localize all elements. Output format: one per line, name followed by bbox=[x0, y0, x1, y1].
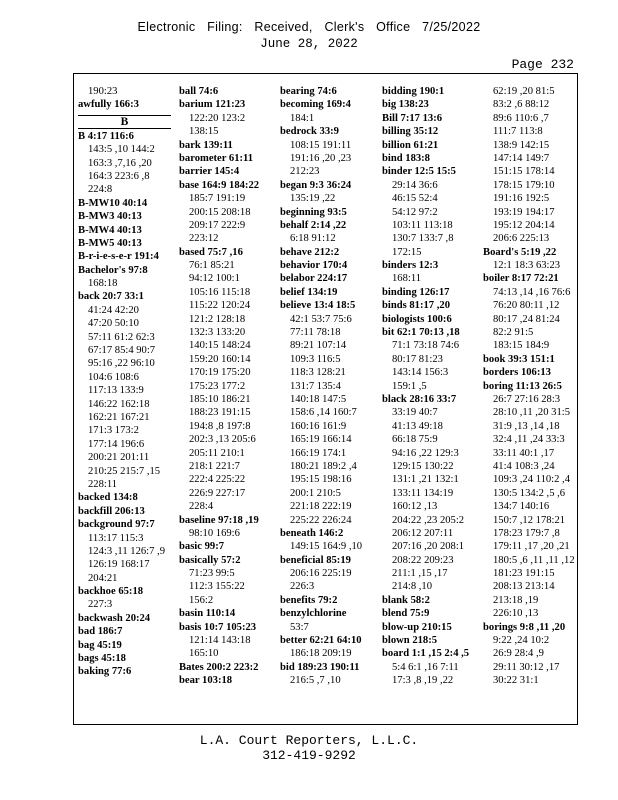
index-entry: B-MW10 40:14 bbox=[78, 197, 148, 209]
index-continuation: 133:11 134:19 bbox=[392, 487, 454, 499]
index-entry: biologists 100:6 bbox=[382, 313, 452, 325]
index-entry: back 20:7 33:1 bbox=[78, 291, 144, 303]
index-continuation: 221:18 222:19 bbox=[290, 501, 352, 513]
index-continuation: 171:3 173:2 bbox=[88, 425, 139, 437]
index-entry: becoming 169:4 bbox=[280, 99, 351, 111]
index-column-2 bbox=[179, 85, 275, 688]
index-entry: basically 57:2 bbox=[179, 554, 241, 566]
index-continuation: 121:2 128:18 bbox=[189, 313, 246, 325]
index-continuation: 212:23 bbox=[290, 166, 320, 178]
index-continuation: 170:19 175:20 bbox=[189, 367, 251, 379]
index-continuation: 193:19 194:17 bbox=[493, 206, 555, 218]
index-continuation: 206:6 225:13 bbox=[493, 233, 550, 245]
index-entry: basis 10:7 105:23 bbox=[179, 621, 257, 633]
index-continuation: 207:16 ,20 208:1 bbox=[392, 541, 465, 553]
index-continuation: 129:15 130:22 bbox=[392, 460, 454, 472]
index-continuation: 185:10 186:21 bbox=[189, 393, 251, 405]
index-continuation: 204:22 ,23 205:2 bbox=[392, 514, 465, 526]
index-continuation: 222:4 225:22 bbox=[189, 474, 246, 486]
index-entry: benzylchlorine bbox=[280, 608, 347, 620]
index-continuation: 140:15 148:24 bbox=[189, 340, 251, 352]
index-entry: bark 139:11 bbox=[179, 139, 233, 151]
index-continuation: 168:11 bbox=[392, 273, 422, 285]
index-continuation: 71:1 73:18 74:6 bbox=[392, 340, 460, 352]
index-entry: binds 81:17 ,20 bbox=[382, 300, 450, 312]
index-continuation: 160:16 161:9 bbox=[290, 420, 347, 432]
index-continuation: 177:14 196:6 bbox=[88, 438, 145, 450]
index-continuation: 80:17 ,24 81:24 bbox=[493, 313, 560, 325]
index-entry: billion 61:21 bbox=[382, 139, 439, 151]
index-entry: binders 12:3 bbox=[382, 260, 439, 272]
index-entry: better 62:21 64:10 bbox=[280, 635, 362, 647]
index-continuation: 9:22 ,24 10:2 bbox=[493, 635, 550, 647]
section-letter: B bbox=[78, 115, 171, 129]
index-continuation: 46:15 52:4 bbox=[392, 193, 438, 205]
index-continuation: 228:11 bbox=[88, 478, 118, 490]
index-entry: backfill 206:13 bbox=[78, 505, 145, 517]
index-entry: benefits 79:2 bbox=[280, 594, 338, 606]
index-continuation: 160:12 ,13 bbox=[392, 501, 438, 513]
index-continuation: 206:16 225:19 bbox=[290, 568, 352, 580]
index-continuation: 147:14 149:7 bbox=[493, 152, 550, 164]
index-continuation: 5:4 6:1 ,16 7:11 bbox=[392, 661, 459, 673]
index-continuation: 115:22 120:24 bbox=[189, 300, 251, 312]
index-continuation: 143:14 156:3 bbox=[392, 367, 449, 379]
index-entry: basin 110:14 bbox=[179, 608, 236, 620]
index-entry: bid 189:23 190:11 bbox=[280, 661, 360, 673]
index-continuation: 134:7 140:16 bbox=[493, 501, 550, 513]
index-entry: Board's 5:19 ,22 bbox=[483, 246, 557, 258]
index-continuation: 218:1 221:7 bbox=[189, 460, 240, 472]
index-continuation: 138:15 bbox=[189, 126, 219, 138]
index-continuation: 47:20 50:10 bbox=[88, 318, 139, 330]
index-entry: bedrock 33:9 bbox=[280, 126, 339, 138]
index-continuation: 226:10 ,13 bbox=[493, 608, 539, 620]
index-continuation: 121:14 143:18 bbox=[189, 635, 251, 647]
filing-stamp: Electronic Filing: Received, Clerk's Office 7/25/2022 bbox=[137, 20, 481, 34]
index-continuation: 206:12 207:11 bbox=[392, 527, 454, 539]
index-continuation: 74:13 ,14 ,16 76:6 bbox=[493, 286, 571, 298]
index-entry: black 28:16 33:7 bbox=[382, 393, 457, 405]
index-continuation: 109:3 ,24 110:2 ,4 bbox=[493, 474, 571, 486]
index-entry: belief 134:19 bbox=[280, 286, 338, 298]
index-entry: behalf 2:14 ,22 bbox=[280, 219, 347, 231]
index-continuation: 156:2 bbox=[189, 594, 214, 606]
index-continuation: 98:10 169:6 bbox=[189, 527, 240, 539]
index-entry: bit 62:1 70:13 ,18 bbox=[382, 327, 460, 339]
index-continuation: 76:1 85:21 bbox=[189, 260, 235, 272]
index-continuation: 146:22 162:18 bbox=[88, 398, 150, 410]
index-entry: blend 75:9 bbox=[382, 608, 430, 620]
index-continuation: 77:11 78:18 bbox=[290, 327, 341, 339]
index-continuation: 89:21 107:14 bbox=[290, 340, 347, 352]
index-continuation: 211:1 ,15 ,17 bbox=[392, 568, 448, 580]
index-continuation: 216:5 ,7 ,10 bbox=[290, 675, 341, 687]
index-continuation: 178:23 179:7 ,8 bbox=[493, 527, 560, 539]
index-entry: barometer 61:11 bbox=[179, 152, 254, 164]
index-continuation: 94:16 ,22 129:3 bbox=[392, 447, 459, 459]
index-entry: behavior 170:4 bbox=[280, 260, 348, 272]
index-entry: backhoe 65:18 bbox=[78, 586, 144, 598]
index-continuation: 29:14 36:6 bbox=[392, 179, 438, 191]
index-continuation: 112:3 155:22 bbox=[189, 581, 245, 593]
index-continuation: 126:19 168:17 bbox=[88, 559, 150, 571]
index-continuation: 111:7 113:8 bbox=[493, 126, 543, 138]
index-continuation: 31:9 ,13 ,14 ,18 bbox=[493, 420, 560, 432]
index-entry: basic 99:7 bbox=[179, 541, 225, 553]
index-entry: bags 45:18 bbox=[78, 653, 126, 665]
index-continuation: 202:3 ,13 205:6 bbox=[189, 434, 256, 446]
index-continuation: 109:3 116:5 bbox=[290, 353, 341, 365]
page-number: Page 232 bbox=[511, 57, 574, 72]
index-entry: bidding 190:1 bbox=[382, 86, 445, 97]
index-entry: baseline 97:18 ,19 bbox=[179, 514, 259, 526]
index-continuation: 166:19 174:1 bbox=[290, 447, 347, 459]
index-continuation: 227:3 bbox=[88, 599, 113, 611]
index-entry: barium 121:23 bbox=[179, 99, 246, 111]
index-continuation: 159:1 ,5 bbox=[392, 380, 427, 392]
index-continuation: 130:7 133:7 ,8 bbox=[392, 233, 454, 245]
index-continuation: 131:7 135:4 bbox=[290, 380, 341, 392]
index-entry: B-MW3 40:13 bbox=[78, 211, 142, 223]
index-continuation: 228:4 bbox=[189, 501, 214, 513]
index-continuation: 103:11 113:18 bbox=[392, 219, 453, 231]
index-continuation: 17:3 ,8 ,19 ,22 bbox=[392, 675, 454, 687]
index-entry: borders 106:13 bbox=[483, 367, 551, 379]
index-entry: boring 11:13 26:5 bbox=[483, 380, 562, 392]
index-entry: book 39:3 151:1 bbox=[483, 353, 555, 365]
index-continuation: 138:9 142:15 bbox=[493, 139, 550, 151]
index-entry: blow-up 210:15 bbox=[382, 621, 452, 633]
index-continuation: 67:17 85:4 90:7 bbox=[88, 345, 156, 357]
index-continuation: 191:16 ,20 ,23 bbox=[290, 152, 352, 164]
index-continuation: 200:15 208:18 bbox=[189, 206, 251, 218]
index-continuation: 181:23 191:15 bbox=[493, 568, 555, 580]
index-continuation: 140:18 147:5 bbox=[290, 393, 347, 405]
index-entry: awfully 166:3 bbox=[78, 99, 139, 111]
index-entry: billing 35:12 bbox=[382, 126, 439, 138]
index-continuation: 223:12 bbox=[189, 233, 219, 245]
index-continuation: 165:10 bbox=[189, 648, 219, 660]
index-entry: B-MW4 40:13 bbox=[78, 224, 142, 236]
index-continuation: 33:11 40:1 ,17 bbox=[493, 447, 555, 459]
index-continuation: 12:1 18:3 63:23 bbox=[493, 260, 561, 272]
index-entry: big 138:23 bbox=[382, 99, 429, 111]
index-entry: B-r-i-e-s-e-r 191:4 bbox=[78, 251, 159, 263]
index-continuation: 214:8 ,10 bbox=[392, 581, 433, 593]
index-entry: belabor 224:17 bbox=[280, 273, 348, 285]
index-continuation: 226:3 bbox=[290, 581, 315, 593]
index-continuation: 158:6 ,14 160:7 bbox=[290, 407, 357, 419]
index-continuation: 150:7 ,12 178:21 bbox=[493, 514, 566, 526]
index-continuation: 71:23 99:5 bbox=[189, 568, 235, 580]
index-continuation: 186:18 209:19 bbox=[290, 648, 352, 660]
index-entry: Bates 200:2 223:2 bbox=[179, 661, 259, 673]
index-continuation: 41:24 42:20 bbox=[88, 304, 139, 316]
index-entry: ball 74:6 bbox=[179, 86, 219, 97]
index-continuation: 208:13 213:14 bbox=[493, 581, 555, 593]
index-entry: B-MW5 40:13 bbox=[78, 237, 142, 249]
index-entry: beneath 146:2 bbox=[280, 527, 344, 539]
index-entry: boiler 8:17 72:21 bbox=[483, 273, 559, 285]
index-continuation: 190:23 bbox=[88, 86, 118, 97]
index-continuation: 178:15 179:10 bbox=[493, 179, 555, 191]
index-continuation: 104:6 108:6 bbox=[88, 371, 139, 383]
index-column-4 bbox=[382, 85, 478, 688]
index-continuation: 191:16 192:5 bbox=[493, 193, 550, 205]
index-continuation: 62:19 ,20 81:5 bbox=[493, 86, 555, 97]
index-entry: beneficial 85:19 bbox=[280, 554, 351, 566]
index-continuation: 53:7 bbox=[290, 621, 309, 633]
index-continuation: 185:7 191:19 bbox=[189, 193, 246, 205]
index-column-5 bbox=[483, 85, 579, 688]
index-continuation: 66:18 75:9 bbox=[392, 434, 438, 446]
index-continuation: 30:22 31:1 bbox=[493, 675, 539, 687]
index-entry: backwash 20:24 bbox=[78, 612, 151, 624]
index-column-3 bbox=[280, 85, 376, 688]
index-continuation: 162:21 167:21 bbox=[88, 411, 150, 423]
index-column-1 bbox=[78, 85, 174, 679]
index-continuation: 195:12 204:14 bbox=[493, 219, 555, 231]
index-continuation: 172:15 bbox=[392, 246, 422, 258]
index-entry: Bachelor's 97:8 bbox=[78, 264, 148, 276]
index-continuation: 57:11 61:2 62:3 bbox=[88, 331, 155, 343]
index-continuation: 131:1 ,21 132:1 bbox=[392, 474, 459, 486]
index-continuation: 180:5 ,6 ,11 ,11 ,12 bbox=[493, 554, 575, 566]
index-entry: beginning 93:5 bbox=[280, 206, 347, 218]
index-continuation: 6:18 91:12 bbox=[290, 233, 336, 245]
index-entry: bearing 74:6 bbox=[280, 86, 337, 97]
index-continuation: 225:22 226:24 bbox=[290, 514, 352, 526]
index-continuation: 179:11 ,17 ,20 ,21 bbox=[493, 541, 570, 553]
index-continuation: 163:3 ,7,16 ,20 bbox=[88, 157, 152, 169]
index-continuation: 209:17 222:9 bbox=[189, 219, 246, 231]
index-continuation: 95:16 ,22 96:10 bbox=[88, 358, 155, 370]
index-entry: began 9:3 36:24 bbox=[280, 179, 352, 191]
index-continuation: 184:1 bbox=[290, 112, 315, 124]
index-continuation: 210:25 215:7 ,15 bbox=[88, 465, 161, 477]
index-entry: bear 103:18 bbox=[179, 675, 233, 687]
index-entry: bad 186:7 bbox=[78, 626, 123, 638]
index-entry: blown 218:5 bbox=[382, 635, 438, 647]
index-continuation: 122:20 123:2 bbox=[189, 112, 246, 124]
index-continuation: 204:21 bbox=[88, 572, 118, 584]
index-continuation: 200:21 201:11 bbox=[88, 452, 150, 464]
index-continuation: 149:15 164:9 ,10 bbox=[290, 541, 363, 553]
index-entry: backed 134:8 bbox=[78, 492, 138, 504]
index-continuation: 29:11 30:12 ,17 bbox=[493, 661, 560, 673]
index-continuation: 180:21 189:2 ,4 bbox=[290, 460, 357, 472]
index-continuation: 164:3 223:6 ,8 bbox=[88, 170, 150, 182]
reporter-name: L.A. Court Reporters, L.L.C. bbox=[199, 733, 419, 748]
index-continuation: 195:15 198:16 bbox=[290, 474, 352, 486]
index-continuation: 205:11 210:1 bbox=[189, 447, 245, 459]
hearing-date: June 28, 2022 bbox=[260, 37, 358, 51]
index-continuation: 41:13 49:18 bbox=[392, 420, 443, 432]
index-entry: baking 77:6 bbox=[78, 666, 132, 678]
index-entry: base 164:9 184:22 bbox=[179, 179, 260, 191]
index-continuation: 118:3 128:21 bbox=[290, 367, 346, 379]
index-continuation: 224:8 bbox=[88, 184, 113, 196]
index-entry: bind 183:8 bbox=[382, 152, 430, 164]
index-continuation: 42:1 53:7 75:6 bbox=[290, 313, 352, 325]
index-entry: Bill 7:17 13:6 bbox=[382, 112, 443, 124]
index-continuation: 165:19 166:14 bbox=[290, 434, 352, 446]
index-continuation: 159:20 160:14 bbox=[189, 353, 251, 365]
index-continuation: 28:10 ,11 ,20 31:5 bbox=[493, 407, 571, 419]
index-entry: borings 9:8 ,11 ,20 bbox=[483, 621, 566, 633]
index-continuation: 226:9 227:17 bbox=[189, 487, 246, 499]
index-continuation: 117:13 133:9 bbox=[88, 385, 144, 397]
index-continuation: 208:22 209:23 bbox=[392, 554, 454, 566]
index-entry: blank 58:2 bbox=[382, 594, 430, 606]
index-continuation: 105:16 115:18 bbox=[189, 286, 251, 298]
index-continuation: 76:20 80:11 ,12 bbox=[493, 300, 560, 312]
index-entry: behave 212:2 bbox=[280, 246, 340, 258]
index-entry: barrier 145:4 bbox=[179, 166, 240, 178]
index-continuation: 80:17 81:23 bbox=[392, 353, 443, 365]
index-continuation: 143:5 ,10 144:2 bbox=[88, 144, 155, 156]
index-entry: background 97:7 bbox=[78, 519, 155, 531]
index-entry: binder 12:5 15:5 bbox=[382, 166, 456, 178]
index-continuation: 82:2 91:5 bbox=[493, 327, 534, 339]
index-continuation: 113:17 115:3 bbox=[88, 532, 144, 544]
index-continuation: 32:4 ,11 ,24 33:3 bbox=[493, 434, 565, 446]
index-continuation: 124:3 ,11 126:7 ,9 bbox=[88, 545, 166, 557]
index-continuation: 200:1 210:5 bbox=[290, 487, 341, 499]
index-entry: believe 13:4 18:5 bbox=[280, 300, 356, 312]
index-continuation: 188:23 191:15 bbox=[189, 407, 251, 419]
index-continuation: 94:12 100:1 bbox=[189, 273, 240, 285]
index-entry: binding 126:17 bbox=[382, 286, 450, 298]
index-continuation: 175:23 177:2 bbox=[189, 380, 246, 392]
index-continuation: 26:7 27:16 28:3 bbox=[493, 393, 561, 405]
reporter-phone: 312-419-9292 bbox=[262, 748, 356, 763]
index-continuation: 132:3 133:20 bbox=[189, 327, 246, 339]
index-continuation: 213:18 ,19 bbox=[493, 594, 539, 606]
index-continuation: 26:9 28:4 ,9 bbox=[493, 648, 544, 660]
index-continuation: 135:19 ,22 bbox=[290, 193, 336, 205]
index-continuation: 151:15 178:14 bbox=[493, 166, 555, 178]
index-continuation: 183:15 184:9 bbox=[493, 340, 550, 352]
index-continuation: 108:15 191:11 bbox=[290, 139, 352, 151]
index-entry: board 1:1 ,15 2:4 ,5 bbox=[382, 648, 470, 660]
index-continuation: 33:19 40:7 bbox=[392, 407, 438, 419]
index-continuation: 54:12 97:2 bbox=[392, 206, 438, 218]
index-continuation: 89:6 110:6 ,7 bbox=[493, 112, 549, 124]
index-continuation: 130:5 134:2 ,5 ,6 bbox=[493, 487, 566, 499]
index-continuation: 194:8 ,8 197:8 bbox=[189, 420, 251, 432]
index-entry: bag 45:19 bbox=[78, 639, 122, 651]
index-continuation: 41:4 108:3 ,24 bbox=[493, 460, 555, 472]
index-continuation: 83:2 ,6 88:12 bbox=[493, 99, 550, 111]
index-entry: B 4:17 116:6 bbox=[78, 130, 134, 142]
index-entry: based 75:7 ,16 bbox=[179, 246, 243, 258]
index-continuation: 168:18 bbox=[88, 278, 118, 290]
